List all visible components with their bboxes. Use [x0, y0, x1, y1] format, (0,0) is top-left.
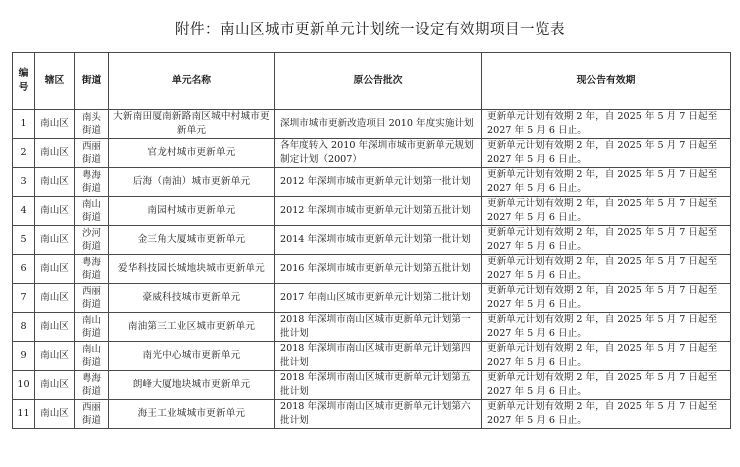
cell-street: 粤海街道 — [75, 168, 109, 197]
cell-no: 3 — [13, 168, 35, 197]
cell-current-validity: 更新单元计划有效期 2 年，自 2025 年 5 月 7 日起至 2027 年 5 月 6 日止。 — [482, 400, 731, 429]
cell-street: 粤海街道 — [75, 371, 109, 400]
cell-no: 6 — [13, 255, 35, 284]
cell-unit-name: 豪威科技城市更新单元 — [109, 284, 275, 313]
table-row — [13, 284, 731, 313]
cell-district: 南山区 — [35, 342, 75, 371]
cell-current-validity: 更新单元计划有效期 2 年，自 2025 年 5 月 7 日起至 2027 年 5 月 6 日止。 — [482, 313, 731, 342]
table-body — [13, 110, 731, 429]
cell-current-validity: 更新单元计划有效期 2 年，自 2025 年 5 月 7 日起至 2027 年 5 月 6 日止。 — [482, 139, 731, 168]
cell-current-validity: 更新单元计划有效期 2 年，自 2025 年 5 月 7 日起至 2027 年 5 月 6 日止。 — [482, 226, 731, 255]
document-title: 附件：南山区城市更新单元计划统一设定有效期项目一览表 — [175, 22, 565, 38]
cell-district: 南山区 — [35, 313, 75, 342]
table-row — [13, 168, 731, 197]
cell-unit-name: 南光中心城市更新单元 — [109, 342, 275, 371]
cell-unit-name: 官龙村城市更新单元 — [109, 139, 275, 168]
cell-no: 4 — [13, 197, 35, 226]
cell-street: 南头街道 — [75, 110, 109, 139]
cell-original-batch: 2016 年深圳市城市更新单元计划第五批计划 — [275, 255, 482, 284]
cell-district: 南山区 — [35, 400, 75, 429]
header-street: 街道 — [75, 53, 109, 110]
cell-unit-name: 南园村城市更新单元 — [109, 197, 275, 226]
cell-original-batch: 2018 年深圳市南山区城市更新单元计划第五批计划 — [275, 371, 482, 400]
cell-street: 沙河街道 — [75, 226, 109, 255]
cell-district: 南山区 — [35, 255, 75, 284]
header-current-validity: 现公告有效期 — [482, 53, 731, 110]
cell-no: 9 — [13, 342, 35, 371]
cell-original-batch: 2018 年深圳市南山区城市更新单元计划第四批计划 — [275, 342, 482, 371]
cell-unit-name: 南油第三工业区城市更新单元 — [109, 313, 275, 342]
cell-no: 1 — [13, 110, 35, 139]
cell-unit-name: 大新南田厦南新路南区城中村城市更新单元 — [109, 110, 275, 139]
cell-unit-name: 爱华科技园长城地块城市更新单元 — [109, 255, 275, 284]
table-row — [13, 342, 731, 371]
cell-district: 南山区 — [35, 284, 75, 313]
table-row — [13, 255, 731, 284]
cell-original-batch: 深圳市城市更新改造项目 2010 年度实施计划 — [275, 110, 482, 139]
cell-current-validity: 更新单元计划有效期 2 年，自 2025 年 5 月 7 日起至 2027 年 5 月 6 日止。 — [482, 110, 731, 139]
cell-current-validity: 更新单元计划有效期 2 年，自 2025 年 5 月 7 日起至 2027 年 5 月 6 日止。 — [482, 284, 731, 313]
table-row — [13, 371, 731, 400]
cell-street: 粤海街道 — [75, 255, 109, 284]
project-table — [12, 52, 731, 429]
cell-original-batch: 2018 年深圳市南山区城市更新单元计划第六批计划 — [275, 400, 482, 429]
cell-district: 南山区 — [35, 371, 75, 400]
cell-street: 西丽街道 — [75, 284, 109, 313]
cell-district: 南山区 — [35, 139, 75, 168]
cell-no: 7 — [13, 284, 35, 313]
cell-no: 5 — [13, 226, 35, 255]
cell-street: 西丽街道 — [75, 400, 109, 429]
cell-district: 南山区 — [35, 226, 75, 255]
cell-no: 8 — [13, 313, 35, 342]
table-row — [13, 226, 731, 255]
cell-street: 西丽街道 — [75, 139, 109, 168]
cell-street: 南山街道 — [75, 197, 109, 226]
table-row — [13, 110, 731, 139]
cell-unit-name: 后海（南油）城市更新单元 — [109, 168, 275, 197]
cell-original-batch: 2012 年深圳市城市更新单元计划第一批计划 — [275, 168, 482, 197]
table-row — [13, 313, 731, 342]
cell-street: 南山街道 — [75, 342, 109, 371]
cell-original-batch: 2018 年深圳市南山区城市更新单元计划第一批计划 — [275, 313, 482, 342]
cell-unit-name: 海王工业城城市更新单元 — [109, 400, 275, 429]
cell-current-validity: 更新单元计划有效期 2 年，自 2025 年 5 月 7 日起至 2027 年 5 月 6 日止。 — [482, 371, 731, 400]
cell-district: 南山区 — [35, 110, 75, 139]
cell-original-batch: 2012 年深圳市城市更新单元计划第五批计划 — [275, 197, 482, 226]
cell-current-validity: 更新单元计划有效期 2 年，自 2025 年 5 月 7 日起至 2027 年 5 月 6 日止。 — [482, 255, 731, 284]
cell-current-validity: 更新单元计划有效期 2 年，自 2025 年 5 月 7 日起至 2027 年 5 月 6 日止。 — [482, 197, 731, 226]
cell-original-batch: 2017 年南山区城市更新单元计划第二批计划 — [275, 284, 482, 313]
header-original-batch: 原公告批次 — [275, 53, 482, 110]
cell-no: 11 — [13, 400, 35, 429]
header-unit-name: 单元名称 — [109, 53, 275, 110]
table-row — [13, 197, 731, 226]
table-header-row — [13, 53, 731, 110]
cell-original-batch: 各年度转入 2010 年深圳市城市更新单元规划制定计划（2007） — [275, 139, 482, 168]
cell-no: 10 — [13, 371, 35, 400]
cell-unit-name: 金三角大厦城市更新单元 — [109, 226, 275, 255]
cell-current-validity: 更新单元计划有效期 2 年，自 2025 年 5 月 7 日起至 2027 年 5 月 6 日止。 — [482, 168, 731, 197]
cell-current-validity: 更新单元计划有效期 2 年，自 2025 年 5 月 7 日起至 2027 年 5 月 6 日止。 — [482, 342, 731, 371]
cell-district: 南山区 — [35, 197, 75, 226]
cell-no: 2 — [13, 139, 35, 168]
cell-street: 南山街道 — [75, 313, 109, 342]
cell-original-batch: 2014 年深圳市城市更新单元计划第一批计划 — [275, 226, 482, 255]
cell-unit-name: 朗峰大厦地块城市更新单元 — [109, 371, 275, 400]
header-no: 编号 — [13, 53, 35, 110]
cell-district: 南山区 — [35, 168, 75, 197]
table-row — [13, 139, 731, 168]
header-district: 辖区 — [35, 53, 75, 110]
table-row — [13, 400, 731, 429]
